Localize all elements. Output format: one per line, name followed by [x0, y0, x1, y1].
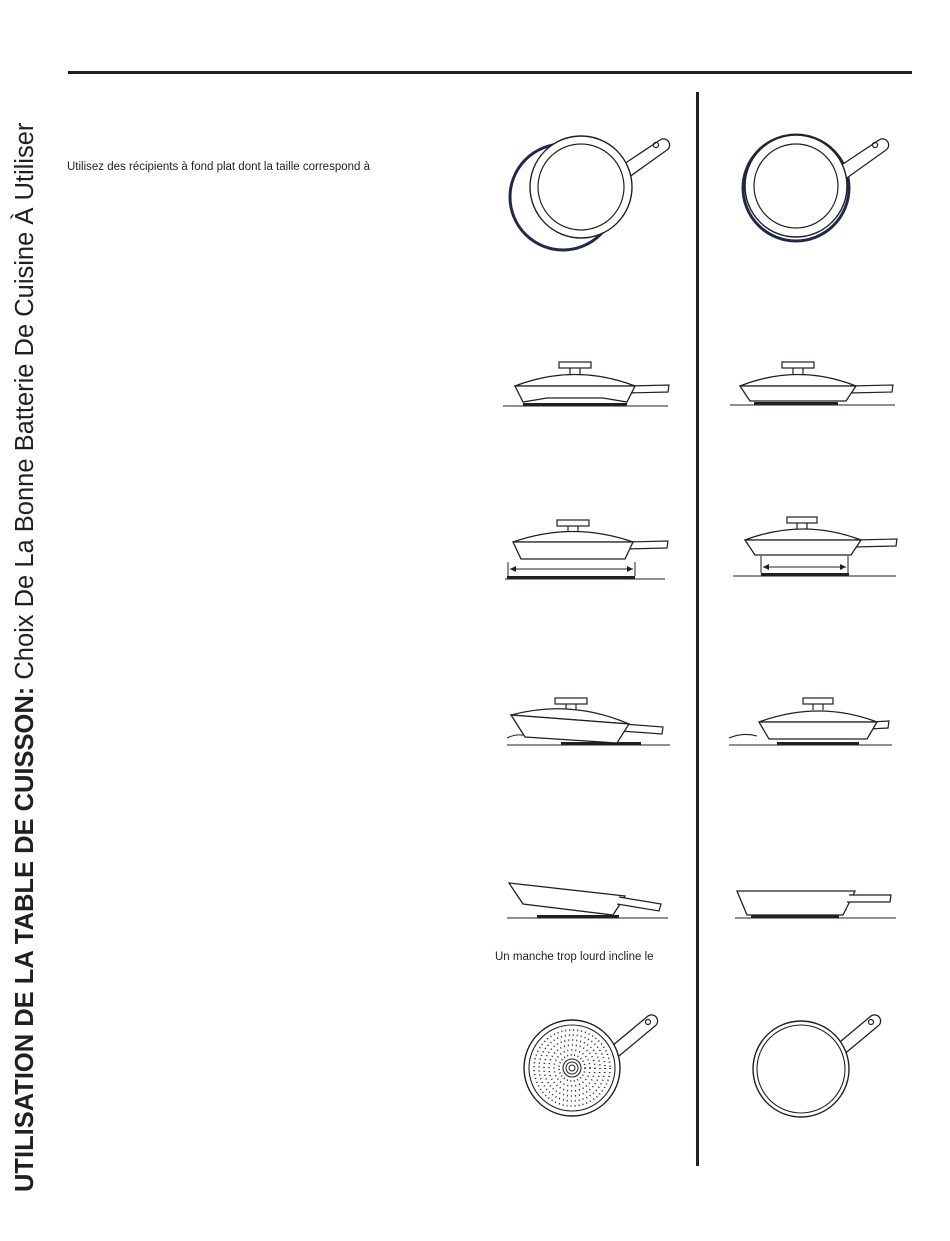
pan-side-centered-icon [727, 692, 897, 750]
page-title-bold: UTILISATION DE LA TABLE DE CUISSON: [11, 686, 39, 1192]
pan-top-view-burner-offset-icon [505, 128, 675, 256]
page-title [8, 123, 42, 1192]
page-title-regular: Choix De La Bonne Batterie De Cuisine À Utiliser [11, 122, 39, 687]
pan-top-view-burner-matched-icon [732, 128, 902, 256]
pan-side-oversized-icon [503, 515, 673, 585]
top-rule [68, 71, 912, 74]
pan-side-tilted-off-center-icon [505, 690, 675, 750]
heavy-handle-caption: Un manche trop lourd incline le [495, 951, 654, 963]
pan-top-perforated-bottom-icon [520, 1010, 670, 1125]
pan-side-flat-bottom-icon [730, 357, 900, 412]
pan-side-balanced-icon [733, 885, 903, 925]
pan-top-smooth-bottom-icon [749, 1010, 899, 1125]
pan-side-warped-bottom-icon [503, 357, 673, 412]
pan-side-heavy-handle-tilt-icon [505, 878, 675, 923]
pan-side-correct-size-icon [733, 512, 903, 582]
instruction-text: Utilisez des récipients à fond plat dont la taille correspond à [67, 161, 371, 173]
column-divider [696, 92, 699, 1166]
